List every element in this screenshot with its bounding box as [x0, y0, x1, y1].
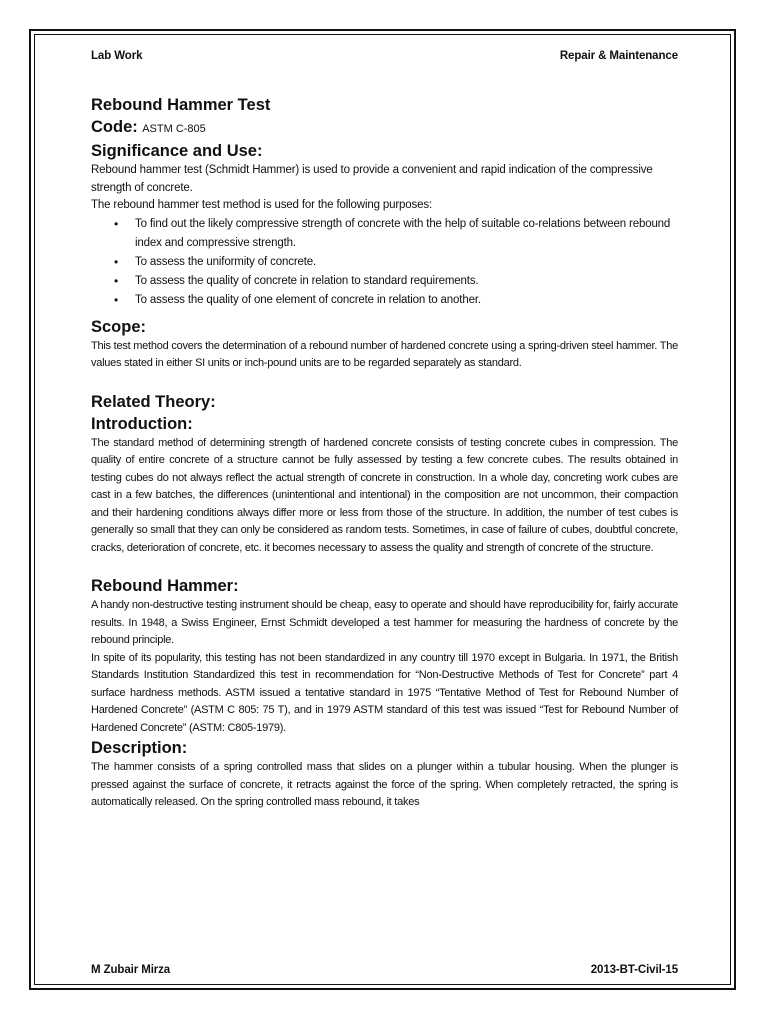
rebound-hammer-paragraph-1: A handy non-destructive testing instrument should be cheap, easy to operate and should have reproducibility for, fairly accurate results. In 1948, a Swiss Engineer, Ernst Schmidt developed a test hammer for measuring the hardness of concrete by the rebound principle.: [91, 599, 678, 646]
rebound-hammer-heading: Rebound Hammer:: [91, 577, 239, 595]
list-item: [114, 215, 678, 253]
scope-paragraph: This test method covers the determination of a rebound number of hardened concrete using a spring-driven steel hammer. The values stated in either SI units or inch-pound units are to be regarded separately as standard.: [91, 339, 678, 369]
list-item: [114, 291, 678, 310]
list-item-text: To assess the uniformity of concrete.: [135, 255, 317, 268]
bullet-icon: •: [114, 254, 119, 269]
document-title: Rebound Hammer Test: [91, 96, 271, 114]
bullet-icon: •: [114, 292, 119, 307]
list-item-text: To find out the likely compressive strength of concrete with the help of suitable co-relations between rebound index and compressive strength.: [135, 217, 671, 249]
footer-author: M Zubair Mirza: [91, 964, 171, 976]
list-item: [114, 253, 678, 272]
header-left: Lab Work: [91, 50, 143, 62]
introduction-heading: Introduction:: [91, 414, 193, 433]
description-heading: Description:: [91, 739, 188, 757]
code-value: ASTM C-805: [142, 123, 206, 135]
list-item-text: To assess the quality of one element of concrete in relation to another.: [135, 293, 481, 306]
significance-paragraph-1: Rebound hammer test (Schmidt Hammer) is used to provide a convenient and rapid indication of the compressive strength of concrete.: [91, 164, 653, 194]
description-paragraph: The hammer consists of a spring controlled mass that slides on a plunger within a tubular housing. When the plunger is pressed against the surface of concrete, it retracts against the force of the spring. When completely retracted, the spring is automatically released. On the spring controlled mass rebound, it takes: [91, 761, 678, 808]
header-right: Repair & Maintenance: [559, 50, 678, 62]
bullet-icon: •: [114, 273, 119, 288]
page-content: [91, 46, 678, 812]
scope-heading: Scope:: [91, 317, 147, 336]
bullet-icon: •: [114, 216, 119, 231]
code-label: Code:: [91, 118, 138, 136]
significance-paragraph-2: The rebound hammer test method is used for the following purposes:: [91, 199, 433, 211]
rebound-hammer-paragraph-2: In spite of its popularity, this testing has not been standardized in any country till 1970 except in Bulgaria. In 1971, the British Standards Institution Standardized this test in recommendation for “Non-Destructive Methods of Test for Concrete” part 4 surface hardness methods. ASTM issued a tentative standard in 1975 “Tentative Method of Test for Rebound Number of Hardened Concrete” (ASTM C 805: 75 T), and in 1979 ASTM standard of this test was issued “Test for Rebound Number of Hardened Concrete” (ASTM: C805-1979).: [91, 651, 678, 734]
purpose-list: [91, 215, 678, 310]
significance-heading: Significance and Use:: [91, 142, 263, 160]
page-header: [91, 46, 678, 66]
code-line: [91, 116, 678, 140]
introduction-paragraph: The standard method of determining strength of hardened concrete consists of testing concrete cubes in compression. The quality of entire concrete of a structure cannot be fully assessed by testing a few concrete cubes. The results obtained in testing cubes do not always reflect the actual strength of concrete in construction. In a whole day, concreting work cubes are cast in a few batches, the differences (unintentional and intentional) in the composition are not uncommon, their compaction and their hardening conditions always differ more or less from those of the structure. In addition, the number of test cubes is generally so small that they can only be considered as random tests. Sometimes, in case of failure of cubes, doubtful concrete, cracks, deterioration of concrete, etc. it becomes necessary to assess the quality and strength of concrete of the structure.: [91, 436, 678, 554]
footer-roll-number: 2013-BT-Civil-15: [590, 964, 678, 976]
page-footer: [91, 960, 678, 980]
list-item: [114, 272, 678, 291]
related-theory-heading: Related Theory:: [91, 392, 216, 411]
list-item-text: To assess the quality of concrete in relation to standard requirements.: [135, 274, 479, 287]
